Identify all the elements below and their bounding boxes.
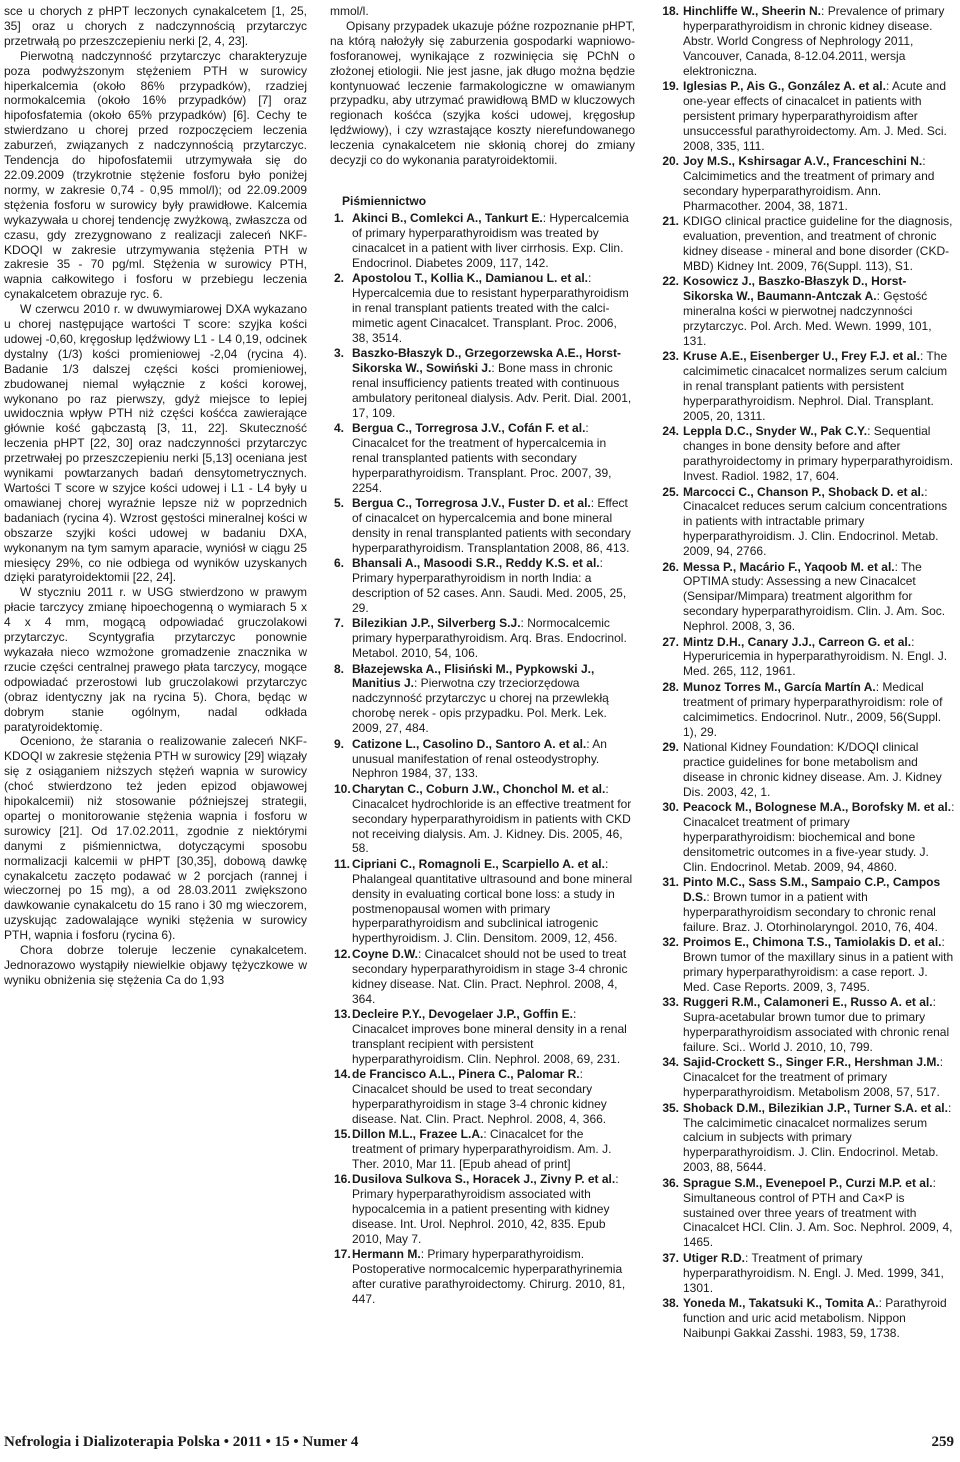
reference-item <box>655 740 956 800</box>
body-paragraph: Chora dobrze toleruje leczenie cynakalcetem. Jednorazowo wystąpiły niewielkie objawy tężyczkowe w wyniku obniżenia się stężenia Ca do 1,93 <box>4 943 307 987</box>
reference-text: : Effect of cinacalcet on hypercalcemia and bone mineral density in renal transplanted patients with secondary hyperparathyroidism. Transplantation 2008, 86, 413. <box>352 496 631 555</box>
reference-number: 7. <box>334 616 345 631</box>
reference-authors: Akinci B., Comlekci A., Tankurt E. <box>352 210 543 225</box>
reference-authors: Iglesias P., Ais G., González A. et al. <box>683 79 886 94</box>
reference-number: 38. <box>662 1295 679 1310</box>
reference-item <box>655 680 956 740</box>
reference-text: : Treatment of primary hyperparathyroidism. N. Engl. J. Med. 1999, 341, 1301. <box>683 1250 944 1295</box>
reference-number: 4. <box>334 421 345 436</box>
reference-number: 22. <box>662 274 679 289</box>
reference-text: : Medical treatment of primary hyperparathyroidism: role of calcimimetics. Endocrinol. Nutr., 2009, 56(Suppl. 1), 29. <box>683 679 943 739</box>
reference-authors: Coyne D.W. <box>352 946 419 961</box>
text-column-left <box>4 4 307 1404</box>
reference-number: 32. <box>662 935 679 950</box>
reference-number: 27. <box>662 634 679 649</box>
reference-authors: Marcocci C., Chanson P., Shoback D. et al. <box>683 484 925 499</box>
reference-number: 17. <box>334 1247 351 1262</box>
reference-item <box>655 154 956 214</box>
reference-authors: Apostolou T., Kollia K., Damianou L. et al. <box>352 271 589 285</box>
reference-text: National Kidney Foundation: K/DOQI clinical practice guidelines for bone metabolism and disease in chronic kidney disease. Am. J. Kidney Dis. 2003, 42, 1. <box>683 739 942 799</box>
reference-text: : Cinacalcet hydrochloride is an effective treatment for secondary hyperparathyroidism in patients with CKD not receiving dialysis. Am. J. Kidney. Dis. 2005, 46, 58. <box>352 781 632 856</box>
reference-text: : Acute and one-year effects of cinacalcet in patients with persistent primary hyperparathyroidism after unsuccessful parathyroidectomy. Am. J. Med. Sci. 2008, 335, 111. <box>683 79 947 153</box>
page-number: 259 <box>931 1434 954 1450</box>
reference-item <box>330 616 635 661</box>
reference-item <box>655 800 956 875</box>
reference-item <box>655 485 956 560</box>
reference-number: 15. <box>334 1127 351 1142</box>
reference-item <box>330 1172 635 1247</box>
reference-authors: Kruse A.E., Eisenberger U., Frey F.J. et al. <box>683 349 920 364</box>
reference-authors: Bilezikian J.P., Silverberg S.J. <box>352 616 521 631</box>
reference-authors: Catizone L., Casolino D., Santoro A. et al. <box>352 736 587 751</box>
reference-text: : Cinacalcet treatment of primary hyperparathyroidism: biochemical and bone densitometric outcomes in a five-year study. J. Clin. Endocrinol. Metab. 2009, 94, 4860. <box>683 800 955 874</box>
reference-number: 5. <box>334 496 345 511</box>
reference-authors: Ruggeri R.M., Calamoneri E., Russo A. et al. <box>683 995 933 1010</box>
reference-number: 26. <box>662 559 679 574</box>
reference-text: : Phalangeal quantitative ultrasound and bone mineral density in evaluating cortical bone loss: a study in postmenopausal women with primary hyperparathyroidism and subclinical iatrogenic hyperthyroidism. J. Clin. Densitom. 2009, 12, 456. <box>352 856 633 946</box>
reference-authors: Hinchliffe W., Sheerin N. <box>683 4 822 18</box>
reference-text: : Primary hyperparathyroidism in north India: a description of 52 cases. Ann. Saudi. Med. 2005, 25, 29. <box>352 556 627 615</box>
reference-authors: Utiger R.D. <box>683 1250 746 1265</box>
reference-number: 3. <box>334 346 345 361</box>
reference-text: : Cinacalcet for the treatment of primary hyperparathyroidism. Metabolism 2008, 57, 517. <box>683 1055 944 1100</box>
body-paragraph: Pierwotną nadczynność przytarczyc charakteryzuje poza podwyższonym stężeniem PTH w surowicy hiperkalcemia (około 86% przypadków), rzadziej normokalcemia (około 16% przypadków) [7] oraz hipofosfatemia (około 65% przypadków) [6]. Cechy te stwierdzano u chorej przed rozpoczęciem leczenia zaburzeń, związanych z nadczynnością przytarczyc. Tendencja do hipofosfatemii utrzymywała się do 22.09.2009 (trzykrotnie stężenie fosforu było poniżej normy, w zakresie 0,74 - 0,95 mmol/l); od 22.09.2009 stężenia fosforu w surowicy były prawidłowe. Kalcemia wykazywała u chorej tendencję zwyżkową, zwłaszcza od czasu, gdy zrezygnowano z realizacji zaleceń NKF-KDOQI w zakresie utrzymywania stężenia PTH w zakresie 35 - 70 pg/ml. Stężenia w surowicy PTH, wapnia całkowitego i fosforu w przebiegu leczenia cynakalcetem obrazuje ryc. 6. <box>4 48 307 302</box>
reference-item <box>655 560 956 635</box>
reference-number: 14. <box>334 1067 351 1082</box>
reference-number: 2. <box>334 271 345 285</box>
reference-number: 36. <box>662 1175 679 1190</box>
reference-number: 16. <box>334 1172 351 1187</box>
reference-text: : Gęstość mineralna kości w pierwotnej nadczynności przytarczyc. Pol. Arch. Med. Wewn. 1999, 101, 131. <box>683 289 932 348</box>
reference-item <box>330 1007 635 1067</box>
body-paragraph: sce u chorych z pHPT leczonych cynakalcetem [1, 25, 35] oraz u chorych z nadczynnością przytarczyc przetrwałą po przeszczepieniu nerki [2, 4, 23]. <box>4 4 307 48</box>
reference-item <box>655 4 956 79</box>
reference-item <box>330 346 635 421</box>
reference-number: 18. <box>662 4 679 18</box>
reference-item <box>330 1067 635 1127</box>
reference-number: 8. <box>334 661 345 676</box>
reference-authors: Dillon M.L., Frazee L.A. <box>352 1127 484 1142</box>
reference-authors: Sprague S.M., Evenepoel P., Curzi M.P. et al. <box>683 1175 933 1190</box>
reference-item <box>655 349 956 424</box>
reference-authors: Cipriani C., Romagnoli E., Scarpiello A. et al. <box>352 856 605 871</box>
reference-item <box>655 274 956 349</box>
reference-authors: de Francisco A.L., Pinera C., Palomar R. <box>352 1067 580 1082</box>
reference-item <box>330 737 635 782</box>
reference-item <box>655 995 956 1055</box>
reference-authors: Peacock M., Bolognese M.A., Borofsky M. et al. <box>683 800 952 815</box>
journal-footer: Nefrologia i Dializoterapia Polska • 2011 • 15 • Numer 4 <box>4 1434 359 1450</box>
reference-authors: Mintz D.H., Canary J.J., Carreon G. et al. <box>683 634 912 649</box>
body-paragraph: mmol/l. <box>330 4 369 18</box>
text-column-middle <box>330 4 635 1404</box>
reference-authors: Sajid-Crockett S., Singer F.R., Hershman J.M. <box>683 1055 940 1070</box>
reference-number: 37. <box>662 1250 679 1265</box>
reference-number: 6. <box>334 556 345 571</box>
reference-number: 23. <box>662 349 679 364</box>
reference-item <box>330 421 635 496</box>
reference-item <box>330 947 635 1007</box>
body-paragraph: W czerwcu 2010 r. w dwuwymiarowej DXA wykazano u chorej następujące wartości T score: szyjka kości udowej -0,60, kręgosłup lędźwiowy L1 - L4 0,19, odcinek dystalny (1/3) kości promieniowej -2,04 (rycina 4). Badanie 1/3 dalszej części kości promieniowej, zbudowanej niemal wyłącznie z kości korowej, wykonano po raz pierwszy, gdyż miejsce to lepiej uwidocznia wpływ PTH niż części kośćca zawierające głównie kość gąbczastą [3, 11, 22]. Skuteczność leczenia pHPT [22, 30] oraz nadczynności przytarczyc przetrwałej po przeszczepieniu nerki [5,13] oceniana jest wynikami powtarzanych badań densytometrycznych. Wartości T score w szyjce kości udowej i L1 - L4 były u omawianej chorej wyraźnie lepsze niż w poprzednich badaniach (rycina 4). Wzrost gęstości mineralnej kości w obszarze szyjki kości udowej w badaniu DXA, wykonanym na tym samym aparacie, wyniósł w ciągu 25 miesięcy 29%, co nie odbiega od wyników uzyskanych dzięki paratyroidektomii [22, 24]. <box>4 302 307 585</box>
reference-authors: Bhansali A., Masoodi S.R., Reddy K.S. et al. <box>352 556 600 571</box>
reference-authors: Joy M.S., Kshirsagar A.V., Franceschini N. <box>683 154 923 169</box>
reference-text: : Simultaneous control of PTH and Ca×P is sustained over three years of treatment with Cinacalcet HCl. Clin. J. Am. Soc. Nephrol. 2009, 4, 1465. <box>683 1175 953 1250</box>
reference-item <box>330 211 635 271</box>
reference-text: : Sequential changes in bone density before and after parathyroidectomy in primary hyperparathyroidism. Invest. Radiol. 1982, 17, 604. <box>683 424 954 484</box>
reference-item <box>655 1296 956 1341</box>
reference-number: 30. <box>662 800 679 815</box>
reference-text: : Brown tumor in a patient with hyperparathyroidism secondary to chronic renal failure. Braz. J. Otorhinolaryngol. 2010, 76, 404. <box>683 889 938 934</box>
reference-text: : Primary hyperparathyroidism associated with hypocalcemia in a patient presenting with kidney disease. Int. Urol. Nephrol. 2010, 42, 835. Epub 2010, May 7. <box>352 1172 619 1246</box>
reference-item <box>330 271 635 346</box>
reference-number: 11. <box>334 856 351 871</box>
reference-text: : Hypercalcemia due to resistant hyperparathyroidism in renal transplant patients treated with the calci-mimetic agent Cinacalcet. Transplant. Proc. 2006, 38, 3514. <box>352 271 629 345</box>
reference-authors: Baszko-Błaszyk D., Grzegorzewska A.E., Horst-Sikorska W., Sowiński J. <box>352 346 621 375</box>
reference-item <box>655 424 956 484</box>
reference-text: : Cinacalcet should not be used to treat secondary hyperparathyroidism in stage 3-4 chronic kidney disease. Nat. Clin. Pract. Nephrol. 2008, 4, 364. <box>352 946 628 1006</box>
reference-number: 21. <box>662 214 679 229</box>
reference-number: 35. <box>662 1100 679 1115</box>
reference-item <box>330 556 635 616</box>
reference-text: : Cinacalcet improves bone mineral density in a renal transplant recipient with persistent hyperparathyroidism. Clin. Nephrol. 2008, 69, 231. <box>352 1006 627 1066</box>
reference-list <box>655 4 956 1341</box>
reference-item <box>330 662 635 737</box>
reference-item <box>330 1247 635 1307</box>
reference-text: : Cinacalcet for the treatment of hypercalcemia in renal transplanted patients with secondary hyperparathyroidism. Transplant. Proc. 2007, 39, 2254. <box>352 421 612 495</box>
reference-text: : An unusual manifestation of renal osteodystrophy. Nephron 1984, 37, 133. <box>352 736 607 781</box>
reference-authors: Charytan C., Coburn J.W., Chonchol M. et al. <box>352 781 606 796</box>
reference-text: : Normocalcemic primary hyperparathyroidism. Arq. Bras. Endocrinol. Metabol. 2010, 54, 106. <box>352 616 627 661</box>
body-paragraph: W styczniu 2011 r. w USG stwierdzono w prawym płacie tarczycy zmianę hipoechogenną o wymiarach 5 x 4 x 4 mm, mogącą odpowiadać gruczolakowi przytarczyc. Scyntygrafia przytarczyc ponownie wykazała nieco wzmożone gromadzenie znacznika w rzucie części centralnej prawego płata tarczycy, mogące odpowiadać przerostowi lub gruczolakowi przytarczyc (obraz identyczny jak na rycina 5). Chora, będąc w dobrym stanie ogólnym, nadal odkłada paratyroidektomię. <box>4 585 307 734</box>
reference-authors: Hermann M. <box>352 1247 421 1262</box>
reference-authors: Kosowicz J., Baszko-Błaszyk D., Horst-Sikorska W., Baumann-Antczak A. <box>683 274 907 304</box>
reference-item <box>655 1176 956 1251</box>
reference-number: 20. <box>662 154 679 169</box>
reference-text: : Bone mass in chronic renal insufficiency patients treated with continuous ambulatory peritoneal dialysis. Adv. Perit. Dial. 2001, 17, 109. <box>352 360 632 420</box>
reference-number: 28. <box>662 679 679 694</box>
reference-text: KDIGO clinical practice guideline for the diagnosis, evaluation, prevention, and treatment of chronic kidney disease - mineral and bone disorder (CKD-MBD) Kidney Int. 2009, 76(Suppl. 113), S1. <box>683 214 953 273</box>
reference-text: : Brown tumor of the maxillary sinus in a patient with primary hyperparathyroidism: a case report. J. Med. Case Reports. 2009, 3, 7495. <box>683 935 954 994</box>
reference-text: : Pierwotna czy trzeciorzędowa nadczynność przytarczyc u chorej na przewlekłą chorobę nerek - opis przypadku. Pol. Merk. Lek. 2009, 27, 484. <box>352 676 609 736</box>
reference-authors: Proimos E., Chimona T.S., Tamiolakis D. et al. <box>683 935 942 950</box>
reference-text: : The OPTIMA study: Assessing a new Cinacalcet (Sensipar/Mimpara) treatment algorithm for secondary hyperparathyroidism. Clin. J. Am. Soc. Nephrol. 2008, 3, 36. <box>683 559 946 634</box>
reference-item <box>655 1251 956 1296</box>
reference-item <box>655 935 956 995</box>
reference-number: 19. <box>662 79 679 94</box>
reference-authors: Pinto M.C., Sass S.M., Sampaio C.P., Campos D.S. <box>683 875 941 904</box>
reference-text: : Cinacalcet reduces serum calcium concentrations in patients with intractable primary hyperparathyroidism. J. Clin. Endocrinol. Metab. 2009, 94, 2766. <box>683 484 948 559</box>
reference-text: : Parathyroid function and uric acid metabolism. Nippon Naibunpi Gakkai Zasshi. 1983, 59, 1738. <box>683 1295 947 1340</box>
reference-text: : Primary hyperparathyroidism. Postoperative normocalcemic hyperparathyrinemia after curative parathyroidectomy. Chirurg. 2010, 81, 447. <box>352 1247 626 1307</box>
reference-number: 34. <box>662 1055 679 1070</box>
reference-item <box>655 214 956 274</box>
reference-text: : Hyperuricemia in hyperparathyroidism. N. Engl. J. Med. 265, 112, 1961. <box>683 634 948 679</box>
reference-authors: Błazejewska A., Flisiński M., Pypkowski J., Manitius J. <box>352 661 595 691</box>
reference-number: 12. <box>334 946 351 961</box>
reference-text: : Hypercalcemia of primary hyperparathyroidism was treated by cinacalcet in a patient with liver cirrhosis. Exp. Clin. Endocrinol. Diabetes 2009, 117, 142. <box>352 210 629 270</box>
body-paragraph: Oceniono, że starania o realizowanie zaleceń NKF-KDOQI w zakresie stężenia PTH w surowicy [29] wiązały się z osiąganiem niższych stężeń wapnia w surowicy (choć stwierdzono też jeden epizod objawowej hipokalcemii) niż stosowanie późniejszej strategii, opartej o monitorowanie stężenia wapnia i fosforu w surowicy [21]. Od 17.02.2011, zgodnie z niektórymi danymi z piśmiennictwa, dotyczącymi sposobu normalizacji kalcemii w pHPT [30,35], dobową dawkę cynakalcetu zaczęto podawać w 2 porcjach (rannej i wieczornej po 15 mg), a od 28.03.2011 zwiększono dawkowanie cynakalcetu do 15 rano i 30 mg wieczorem, uzyskując zadowalające wyniki stężenia w surowicy PTH, wapnia i fosforu (rycina 6). <box>4 734 307 943</box>
reference-authors: Decleire P.Y., Devogelaer J.P., Goffin E. <box>352 1006 573 1021</box>
reference-authors: Shoback D.M., Bilezikian J.P., Turner S.A. et al. <box>683 1100 948 1115</box>
reference-number: 10. <box>334 781 351 796</box>
reference-item <box>655 79 956 154</box>
reference-item <box>330 857 635 946</box>
reference-authors: Bergua C., Torregrosa J.V., Cofán F. et al. <box>352 421 586 436</box>
text-column-right <box>655 4 956 1404</box>
reference-authors: Bergua C., Torregrosa J.V., Fuster D. et al. <box>352 496 591 511</box>
reference-text: : Supra-acetabular brown tumor due to primary hyperparathyroidism associated with chronic renal failure. Sci.. World J. 2010, 10, 799. <box>683 995 950 1055</box>
reference-authors: Leppla D.C., Snyder W., Pak C.Y. <box>683 424 868 439</box>
reference-item <box>330 782 635 857</box>
reference-number: 33. <box>662 995 679 1010</box>
reference-item <box>655 1101 956 1176</box>
reference-text: : Cinacalcet should be used to treat secondary hyperparathyroidism in stage 3-4 chronic kidney disease. Nat. Clin. Pract. Nephrol. 2008, 4, 366. <box>352 1067 607 1126</box>
body-paragraph: Opisany przypadek ukazuje późne rozpoznanie pHPT, na którą nałożyły się zaburzenia gospodarki wapniowo-fosforanowej, wynikające z rozwinięcia się PChN o złożonej etiologii. Nie jest jasne, jak długo można będzie kontynuować leczenie farmakologiczne w omawianym przypadku, aby utrzymać prawidłową BMD w kluczowych regionach kośćca (szyjka kości udowej, kręgosłup lędźwiowy), i czy wzrastające koszty nierefundowanego leczenia cynakalcetem nie skłonią chorej do zmiany decyzji co do wykonania paratyroidektomii. <box>330 18 635 168</box>
reference-text: : Cinacalcet for the treatment of primary hyperparathyroidism. Am. J. Ther. 2010, Mar 11. [Epub ahead of print] <box>352 1127 612 1171</box>
reference-number: 1. <box>334 210 345 225</box>
reference-text: : Calcimimetics and the treatment of primary and secondary hyperparathyroidism. Ann. Pharmacother. 2004, 38, 1871. <box>683 154 935 213</box>
reference-number: 29. <box>662 739 679 754</box>
reference-number: 25. <box>662 484 679 499</box>
reference-authors: Yoneda M., Takatsuki K., Tomita A. <box>683 1295 879 1310</box>
reference-number: 9. <box>334 736 345 751</box>
reference-number: 24. <box>662 424 679 439</box>
references-heading: Piśmiennictwo <box>342 193 427 208</box>
reference-number: 31. <box>662 875 679 890</box>
reference-item <box>330 496 635 556</box>
reference-authors: Dusilova Sulkova S., Horacek J., Zivny P. et al. <box>352 1172 616 1187</box>
reference-text: : Prevalence of primary hyperparathyroidism in chronic kidney disease. Abstr. World Congress of Nephrology 2011, Vancouver, Canada, 8-12.04.2011, wersja elektroniczna. <box>683 4 945 78</box>
reference-item <box>330 1127 635 1172</box>
reference-number: 13. <box>334 1006 351 1021</box>
reference-item <box>655 635 956 680</box>
reference-authors: Messa P., Macário F., Yaqoob M. et al. <box>683 559 895 574</box>
reference-text: : The calcimimetic cinacalcet normalizes serum calcium in subjects with primary hyperparathyroidism. J. Clin. Endocrinol. Metab. 2003, 88, 5644. <box>683 1100 952 1175</box>
reference-item <box>655 1055 956 1100</box>
reference-item <box>655 875 956 935</box>
reference-list <box>330 211 635 1307</box>
reference-text: : The calcimimetic cinacalcet normalizes serum calcium in renal transplant patients with persistent hyperparathyroidism. Nephrol. Dial. Transplant. 2005, 20, 1311. <box>683 349 948 423</box>
reference-authors: Munoz Torres M., García Martín A. <box>683 679 876 694</box>
